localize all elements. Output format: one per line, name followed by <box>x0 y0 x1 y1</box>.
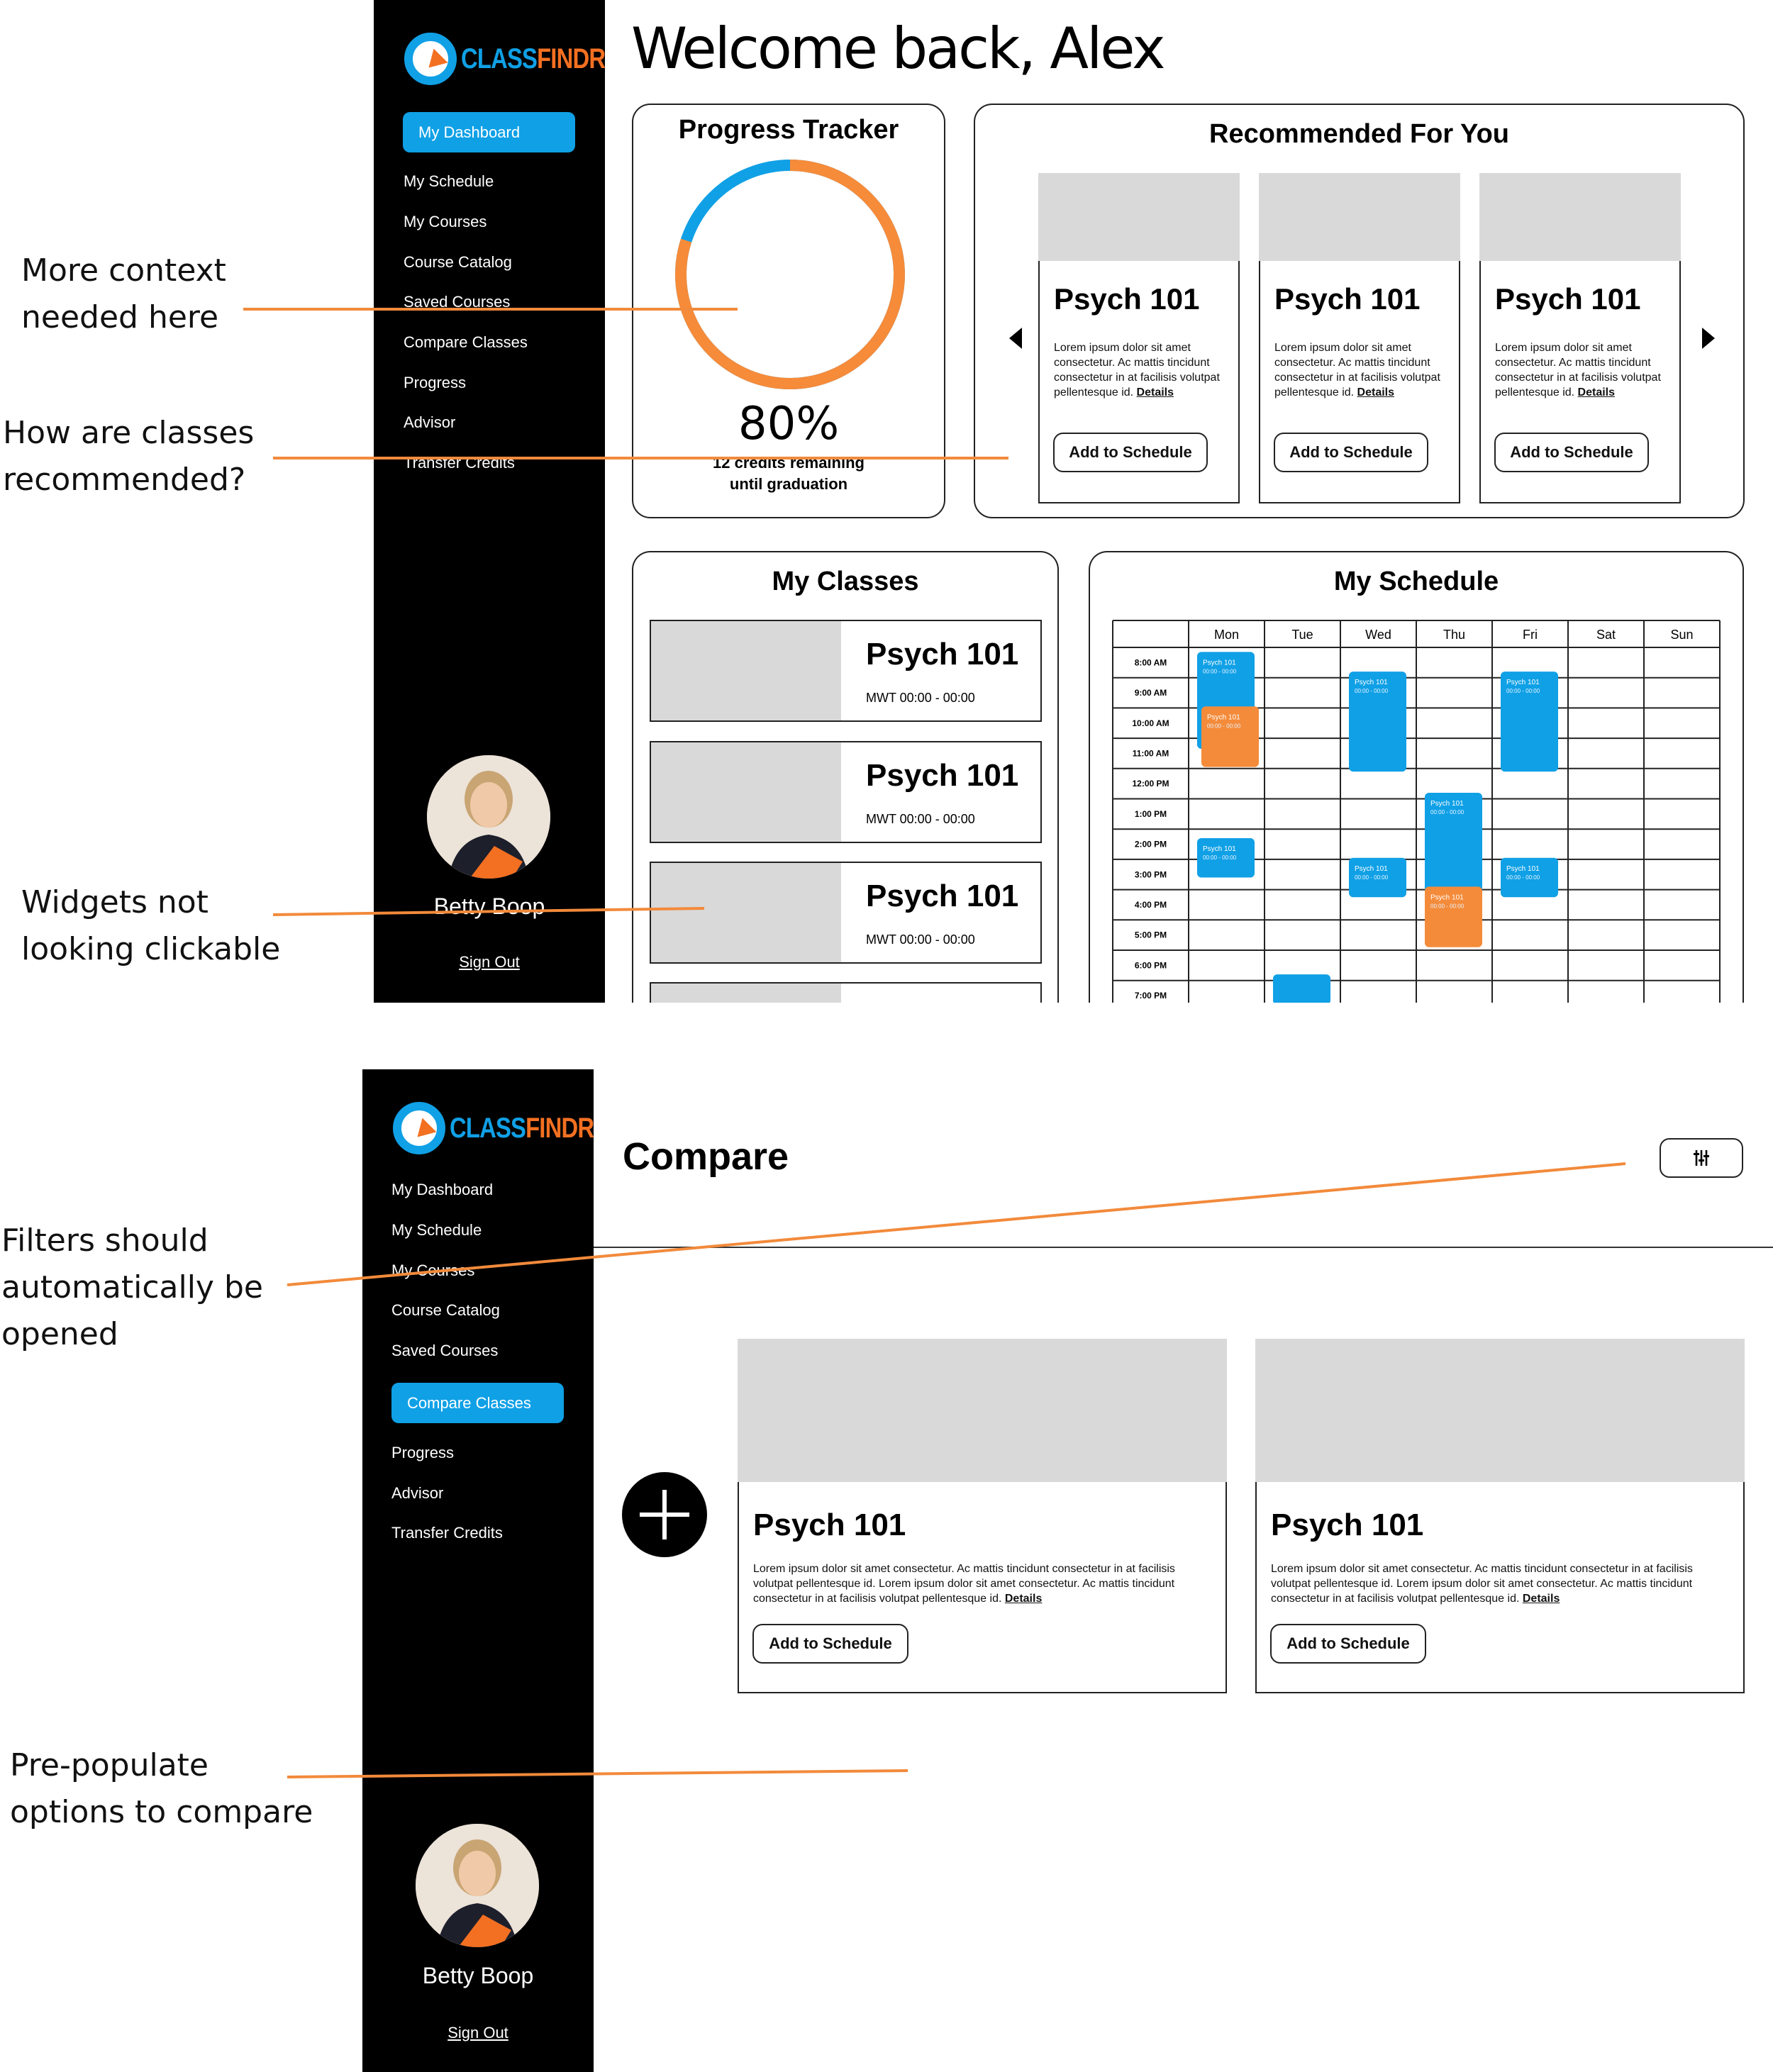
avatar <box>427 755 550 879</box>
event-label: Psych 101 <box>1355 679 1388 687</box>
time-label: 4:00 PM <box>1134 899 1167 910</box>
time-label: 8:00 AM <box>1134 657 1167 668</box>
sign-out-link[interactable]: Sign Out <box>448 2024 508 2042</box>
compare-course-card[interactable] <box>1255 1339 1745 1693</box>
event-label: Psych 101 <box>1506 679 1540 687</box>
class-image <box>651 621 841 720</box>
schedule-calendar <box>1112 620 1722 1003</box>
course-name: Psych 101 <box>1271 1508 1424 1542</box>
progress-tracker-card[interactable] <box>632 104 945 518</box>
course-card-body <box>1038 261 1240 503</box>
nav-my-courses[interactable]: My Courses <box>404 213 487 230</box>
event-label: Psych 101 <box>1207 713 1240 722</box>
event-time: 00:00 - 00:00 <box>1506 688 1540 695</box>
day-header: Tue <box>1291 628 1313 642</box>
compare-course-card[interactable] <box>738 1339 1227 1693</box>
nav-transfer-credits[interactable]: Transfer Credits <box>404 454 515 472</box>
course-description-text: Lorem ipsum dolor sit amet consectetur. Ac mattis tincidunt consectetur in at facilisis volutpat pellentesque id. Lorem ipsum dolor sit amet consectetur. Ac mattis tincidunt consectetur in at facilisis volutpat pellentesque id. <box>1271 1563 1693 1605</box>
progress-ring <box>674 158 906 391</box>
course-image <box>738 1339 1227 1483</box>
day-header: Mon <box>1213 628 1240 642</box>
annotation-context <box>21 247 226 341</box>
sign-out-link[interactable]: Sign Out <box>459 953 520 971</box>
progress-line1: 12 credits remaining <box>713 454 865 472</box>
plus-icon <box>622 1472 707 1557</box>
annotation-text: Filters should <box>1 1222 209 1259</box>
details-link[interactable]: Details <box>1357 386 1395 399</box>
schedule-grid <box>1112 620 1722 1003</box>
compare-title: Compare <box>623 1135 789 1178</box>
nav-course-catalog[interactable]: Course Catalog <box>404 253 512 271</box>
classfindr-logo <box>393 1102 626 1154</box>
course-name: Psych 101 <box>753 1508 906 1542</box>
nav-compare-classes[interactable]: Compare Classes <box>404 333 528 351</box>
annotation-text: needed here <box>21 299 219 335</box>
time-label: 10:00 AM <box>1132 718 1169 728</box>
course-description-text: Lorem ipsum dolor sit amet consectetur. Ac mattis tincidunt consectetur in at facilisis volutpat pellentesque id. <box>1054 342 1220 399</box>
course-name: Psych 101 <box>1274 282 1421 316</box>
user-name: Betty Boop <box>422 1963 534 1988</box>
event-time: 00:00 - 00:00 <box>1207 723 1241 730</box>
class-row[interactable] <box>650 741 1042 843</box>
carousel-prev-icon[interactable] <box>1009 328 1023 349</box>
nav-transfer-credits[interactable]: Transfer Credits <box>391 1524 503 1542</box>
classfindr-logo <box>404 33 637 85</box>
annotation-prepopulate <box>10 1742 313 1836</box>
event-time: 00:00 - 00:00 <box>1203 854 1237 862</box>
event-time: 00:00 - 00:00 <box>1506 874 1540 881</box>
details-link[interactable]: Details <box>1136 386 1174 399</box>
class-row[interactable] <box>650 862 1042 964</box>
day-header: Thu <box>1443 628 1466 642</box>
my-classes-title: My Classes <box>772 567 919 596</box>
nav-course-catalog[interactable]: Course Catalog <box>391 1301 500 1319</box>
time-label: 11:00 AM <box>1132 748 1169 759</box>
schedule-event <box>1501 672 1558 772</box>
add-to-schedule-button[interactable]: Add to Schedule <box>1053 433 1208 472</box>
course-description-text: Lorem ipsum dolor sit amet consectetur. Ac mattis tincidunt consectetur in at facilisis volutpat pellentesque id. <box>1495 342 1661 399</box>
course-image <box>1479 173 1681 262</box>
day-header: Wed <box>1365 628 1391 642</box>
add-to-schedule-button[interactable]: Add to Schedule <box>1494 433 1649 472</box>
class-time: MWT 00:00 - 00:00 <box>866 932 975 947</box>
course-description-text: Lorem ipsum dolor sit amet consectetur. Ac mattis tincidunt consectetur in at facilisis volutpat pellentesque id. <box>1274 342 1440 399</box>
event-label: Psych 101 <box>1203 845 1236 854</box>
header-divider <box>594 1247 1773 1248</box>
schedule-event <box>1273 974 1330 1003</box>
nav-advisor[interactable]: Advisor <box>391 1484 444 1502</box>
logo-text: CLASSFINDR <box>461 43 606 74</box>
user-name: Betty Boop <box>433 893 545 919</box>
event-time: 00:00 - 00:00 <box>1203 668 1237 675</box>
course-card-body <box>738 1482 1227 1693</box>
time-label: 12:00 PM <box>1132 779 1169 789</box>
annotation-text: How are classes <box>3 415 255 451</box>
class-time: MWT 00:00 - 00:00 <box>866 691 975 705</box>
event-time: 00:00 - 00:00 <box>1430 903 1464 910</box>
compare-sidebar <box>362 1069 594 2072</box>
nav-saved-courses[interactable]: Saved Courses <box>404 293 511 311</box>
course-description <box>753 1561 1214 1606</box>
add-to-schedule-button[interactable]: Add to Schedule <box>1270 1624 1426 1664</box>
nav-my-courses[interactable]: My Courses <box>391 1261 475 1279</box>
event-label: Psych 101 <box>1430 799 1464 808</box>
class-name: Psych 101 <box>866 758 1019 793</box>
course-description <box>1271 1561 1732 1606</box>
time-label: 3:00 PM <box>1134 869 1167 880</box>
time-label: 9:00 AM <box>1134 688 1167 698</box>
annotation-text: Widgets not <box>21 884 209 920</box>
annotation-text: opened <box>1 1316 118 1352</box>
annotation-widgets <box>21 879 280 973</box>
add-to-schedule-button[interactable]: Add to Schedule <box>1274 433 1428 472</box>
annotation-text: options to compare <box>10 1794 313 1830</box>
course-card-body <box>1255 1482 1745 1693</box>
details-link[interactable]: Details <box>1577 386 1616 399</box>
details-link[interactable]: Details <box>1522 1593 1560 1605</box>
event-label: Psych 101 <box>1355 864 1388 873</box>
avatar <box>416 1824 539 1947</box>
annotation-text: looking clickable <box>21 931 281 967</box>
course-image <box>1038 173 1240 262</box>
day-header: Fri <box>1523 628 1538 642</box>
nav-compare-classes[interactable]: Compare Classes <box>391 1383 564 1423</box>
class-image <box>651 863 841 962</box>
time-label: 7:00 PM <box>1134 991 1167 1001</box>
class-name: Psych 101 <box>866 637 1019 672</box>
event-label: Psych 101 <box>1506 864 1540 873</box>
nav-saved-courses[interactable]: Saved Courses <box>391 1342 499 1359</box>
logo-text: CLASSFINDR <box>450 1112 594 1144</box>
time-label: 1:00 PM <box>1134 808 1167 819</box>
nav-progress[interactable]: Progress <box>391 1444 455 1461</box>
course-image <box>1255 1339 1745 1483</box>
schedule-event <box>1349 672 1406 772</box>
dashboard-sidebar <box>374 0 605 1003</box>
course-description <box>1054 340 1231 400</box>
compass-icon <box>393 1102 445 1154</box>
event-time: 00:00 - 00:00 <box>1355 688 1389 695</box>
class-name: Psych 101 <box>866 879 1019 913</box>
compass-icon <box>404 33 457 85</box>
nav-my-dashboard[interactable]: My Dashboard <box>391 1181 494 1198</box>
event-label: Psych 101 <box>1430 893 1464 902</box>
class-image <box>651 742 841 842</box>
welcome-heading: Welcome back, Alex <box>631 16 1164 82</box>
course-image <box>1259 173 1460 262</box>
recommended-course-card[interactable] <box>1038 173 1240 503</box>
course-description <box>1274 340 1452 400</box>
progress-percent: 80% <box>738 398 840 450</box>
add-compare-button[interactable] <box>622 1472 707 1557</box>
course-card-body <box>1259 261 1460 503</box>
annotation-filters <box>1 1218 263 1358</box>
event-time: 00:00 - 00:00 <box>1355 874 1389 881</box>
progress-line2: until graduation <box>729 475 848 493</box>
class-time: MWT 00:00 - 00:00 <box>866 812 975 826</box>
recommended-course-card[interactable] <box>1479 173 1681 503</box>
carousel-next-icon[interactable] <box>1701 328 1715 349</box>
schedule-event <box>1425 793 1482 893</box>
annotation-recommend <box>3 410 254 503</box>
annotation-text: Pre-populate <box>10 1747 209 1783</box>
course-description <box>1495 340 1672 400</box>
annotation-text: More context <box>21 252 226 289</box>
recommended-title: Recommended For You <box>1209 119 1509 149</box>
progress-tracker-title: Progress Tracker <box>678 115 899 145</box>
time-label: 6:00 PM <box>1134 960 1167 971</box>
time-label: 2:00 PM <box>1134 839 1167 850</box>
nav-my-schedule[interactable]: My Schedule <box>391 1221 482 1239</box>
annotation-text: automatically be <box>1 1269 263 1305</box>
class-row-partial <box>650 982 1042 1003</box>
class-row[interactable] <box>650 620 1042 722</box>
add-to-schedule-button[interactable]: Add to Schedule <box>752 1624 908 1664</box>
course-description-text: Lorem ipsum dolor sit amet consectetur. Ac mattis tincidunt consectetur in at facilisis volutpat pellentesque id. Lorem ipsum dolor sit amet consectetur. Ac mattis tincidunt consectetur in at facilisis volutpat pellentesque id. <box>753 1563 1175 1605</box>
annotation-text: recommended? <box>3 462 246 498</box>
course-name: Psych 101 <box>1054 282 1200 316</box>
event-label: Psych 101 <box>1203 659 1236 667</box>
sliders-icon <box>1694 1149 1709 1166</box>
recommended-course-card[interactable] <box>1259 173 1460 503</box>
nav-my-schedule[interactable]: My Schedule <box>404 172 494 190</box>
nav-progress[interactable]: Progress <box>404 374 467 391</box>
day-header: Sun <box>1670 628 1694 642</box>
course-name: Psych 101 <box>1495 282 1641 316</box>
my-schedule-title: My Schedule <box>1333 567 1499 596</box>
time-label: 5:00 PM <box>1134 930 1167 940</box>
filter-button[interactable] <box>1660 1138 1743 1178</box>
event-time: 00:00 - 00:00 <box>1430 808 1464 815</box>
nav-advisor[interactable]: Advisor <box>404 413 456 431</box>
details-link[interactable]: Details <box>1004 1593 1043 1605</box>
course-card-body <box>1479 261 1681 503</box>
nav-my-dashboard[interactable]: My Dashboard <box>403 112 575 152</box>
day-header: Sat <box>1596 628 1616 642</box>
